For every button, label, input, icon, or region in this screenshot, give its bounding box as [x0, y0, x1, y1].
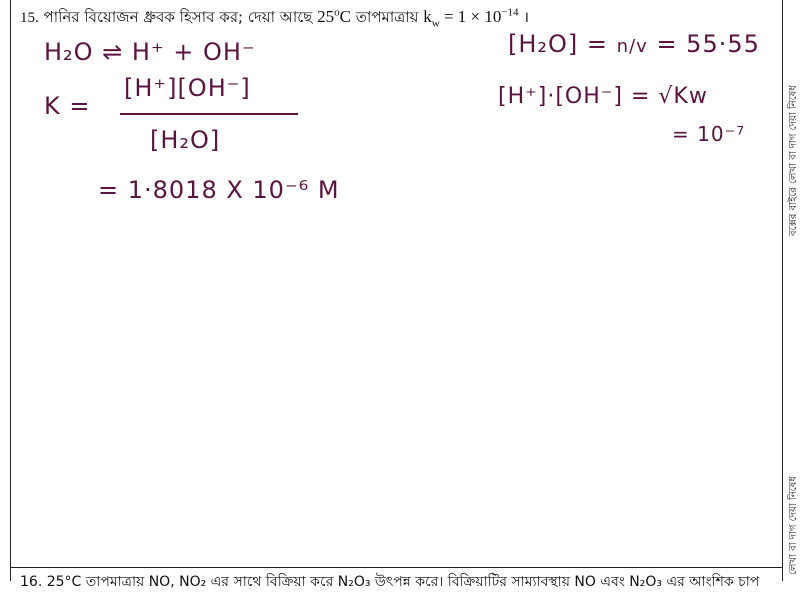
k-label: K = — [44, 92, 91, 120]
question-divider — [10, 567, 783, 568]
kw-expression: $k_w = 1 \times 10^{-14}$ — [423, 6, 519, 30]
k-result: = 1·8018 X 10⁻⁶ M — [98, 176, 340, 204]
margin-warning-bottom: লেখা বা দাগ দেয়া নিষেধ — [788, 476, 799, 575]
question-number: 15. — [20, 10, 39, 26]
margin-warning-top: বক্সের বাইরে লেখা বা দাগ দেয়া নিষেধ — [788, 85, 799, 236]
ion-product: [H⁺]·[OH⁻] = √Kw — [498, 84, 708, 109]
fraction-bar — [120, 113, 298, 115]
question-prompt: পানির বিয়োজন ধ্রুবক হিসাব কর; দেয়া আছে — [43, 8, 313, 26]
temperature: 25$^o$C — [317, 6, 351, 26]
reaction-equation: H₂O ⇌ H⁺ + OH⁻ — [44, 38, 256, 66]
ion-product-value: = 10⁻⁷ — [672, 122, 746, 146]
question-15 — [20, 6, 529, 31]
sentence-end: । — [523, 8, 530, 26]
k-numerator: [H⁺][OH⁻] — [124, 74, 251, 102]
temperature-suffix: তাপমাত্রায় — [355, 8, 419, 26]
water-concentration: [H₂O] = n/v = 55·55 — [508, 30, 760, 58]
next-question: 16. 25°C তাপমাত্রায় NO, NO₂ এর সাথে বিক্রিয়া করে N₂O₃ উৎপন্ন করে। বিক্রিয়াটির সাম্যাবস্থায় NO এবং N₂O₃ এর আংশিক চাপ — [20, 574, 760, 590]
k-denominator: [H₂O] — [150, 126, 221, 154]
